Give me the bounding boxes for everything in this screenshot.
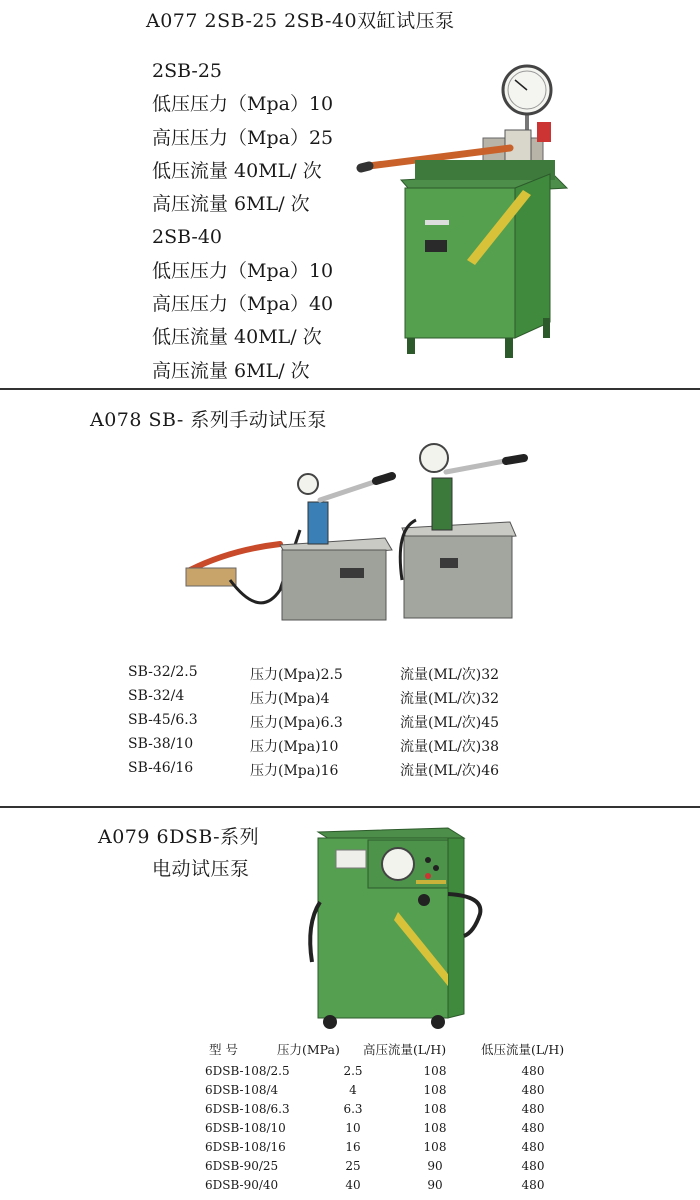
a079-title-line2: 电动试压泵 (152, 858, 250, 880)
model-cell: SB-46/16 (128, 760, 194, 776)
a077-spec-list (152, 55, 333, 388)
high-flow-cell: 90 (427, 1159, 443, 1173)
section-divider (0, 388, 700, 390)
pressure-cell: 压力(Mpa)16 (250, 763, 339, 779)
pressure-cell: 压力(Mpa)6.3 (250, 715, 343, 731)
header-model: 型 号 (209, 1042, 238, 1057)
a077-title: A077 2SB-25 2SB-40双缸试压泵 (146, 10, 455, 32)
a077-spec-line: 高压压力（Mpa）25 (152, 126, 334, 149)
low-flow-cell: 480 (521, 1102, 545, 1116)
pressure-cell: 4 (349, 1083, 357, 1097)
a077-spec-line: 2SB-25 (152, 60, 223, 82)
a077-spec-line: 低压流量 40ML/ 次 (152, 159, 322, 182)
low-flow-cell: 480 (521, 1159, 545, 1173)
low-flow-cell: 480 (521, 1121, 545, 1135)
model-cell: 6DSB-90/40 (205, 1178, 279, 1192)
low-flow-cell: 480 (521, 1064, 545, 1078)
double-cylinder-pump-image (355, 60, 585, 360)
pressure-cell: 10 (345, 1121, 361, 1135)
model-cell: SB-32/4 (128, 688, 185, 704)
a077-spec-line: 低压流量 40ML/ 次 (152, 326, 322, 349)
model-cell: SB-32/2.5 (128, 664, 198, 680)
low-flow-cell: 480 (521, 1140, 545, 1154)
model-cell: SB-45/6.3 (128, 712, 198, 728)
pressure-cell: 2.5 (343, 1064, 363, 1078)
high-flow-cell: 108 (423, 1083, 447, 1097)
pressure-cell: 压力(Mpa)2.5 (250, 667, 343, 683)
a077-spec-line: 低压压力（Mpa）10 (152, 93, 334, 116)
a078-spec-table (128, 664, 548, 788)
low-flow-cell: 480 (521, 1178, 545, 1192)
pressure-cell: 40 (345, 1178, 361, 1192)
flow-cell: 流量(ML/次)32 (400, 667, 500, 683)
manual-pumps-image (170, 440, 530, 630)
high-flow-cell: 90 (427, 1178, 443, 1192)
model-cell: SB-38/10 (128, 736, 194, 752)
high-flow-cell: 108 (423, 1140, 447, 1154)
header-pressure: 压力(MPa) (277, 1042, 340, 1057)
model-cell: 6DSB-90/25 (205, 1159, 279, 1173)
flow-cell: 流量(ML/次)45 (400, 715, 500, 731)
electric-pump-image (298, 824, 498, 1034)
a077-spec-line: 低压压力（Mpa）10 (152, 259, 334, 282)
pressure-cell: 6.3 (343, 1102, 363, 1116)
header-high-flow: 高压流量(L/H) (363, 1042, 447, 1057)
high-flow-cell: 108 (423, 1121, 447, 1135)
high-flow-cell: 108 (423, 1064, 447, 1078)
a079-spec-table (205, 1040, 605, 1198)
flow-cell: 流量(ML/次)38 (400, 739, 500, 755)
a077-spec-line: 高压压力（Mpa）40 (152, 293, 334, 316)
pressure-cell: 压力(Mpa)4 (250, 691, 330, 707)
flow-cell: 流量(ML/次)46 (400, 763, 500, 779)
header-low-flow: 低压流量(L/H) (481, 1042, 565, 1057)
a077-spec-line: 高压流量 6ML/ 次 (152, 193, 310, 216)
a078-title: A078 SB- 系列手动试压泵 (90, 409, 327, 431)
high-flow-cell: 108 (423, 1102, 447, 1116)
low-flow-cell: 480 (521, 1083, 545, 1097)
model-cell: 6DSB-108/4 (205, 1083, 279, 1097)
model-cell: 6DSB-108/10 (205, 1121, 286, 1135)
a077-spec-line: 2SB-40 (152, 226, 223, 249)
model-cell: 6DSB-108/2.5 (205, 1064, 290, 1078)
pressure-cell: 25 (345, 1159, 361, 1173)
pressure-cell: 16 (345, 1140, 361, 1154)
pressure-cell: 压力(Mpa)10 (250, 739, 339, 755)
section-divider (0, 806, 700, 808)
model-cell: 6DSB-108/6.3 (205, 1102, 290, 1116)
a079-title-line1: A079 6DSB-系列 (98, 826, 260, 848)
model-cell: 6DSB-108/16 (205, 1140, 286, 1154)
flow-cell: 流量(ML/次)32 (400, 691, 500, 707)
a077-spec-line: 高压流量 6ML/ 次 (152, 359, 310, 382)
